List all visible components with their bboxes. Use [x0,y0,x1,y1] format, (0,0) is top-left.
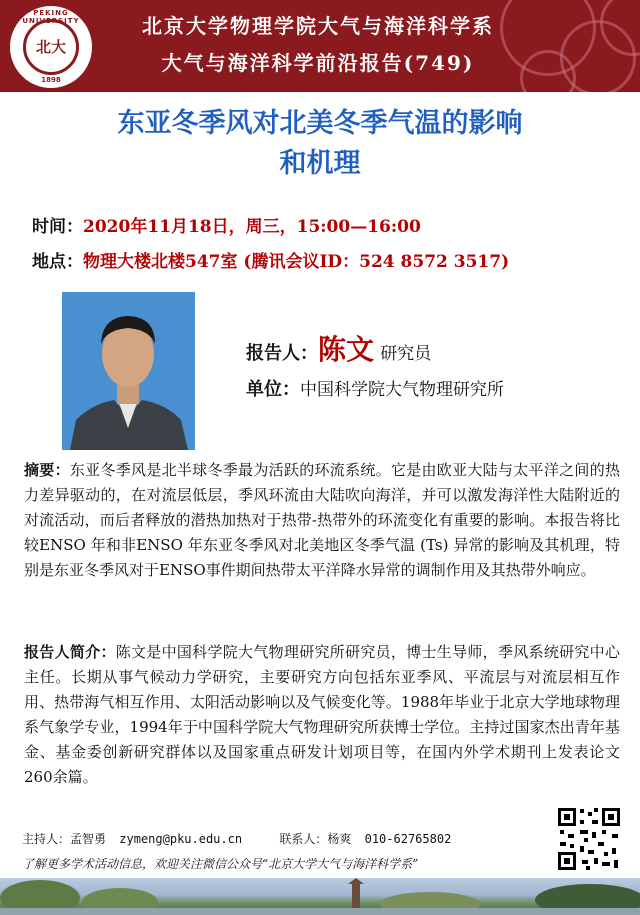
logo-text-bottom: 1898 [41,76,61,84]
university-logo [8,4,94,90]
campus-scenery [0,878,640,915]
host-name: 孟智勇 [70,832,107,846]
contact-phone: 010-62765802 [364,832,452,846]
unit-row [246,375,504,401]
logo-seal [23,19,79,75]
speaker-row [246,328,431,368]
abstract-section [24,458,620,583]
speaker-label: 报告人： [246,343,318,364]
speaker-photo [62,292,195,450]
time-value: 2020年11月18日，周三，15:00—16:00 [83,217,421,237]
speaker-name: 陈文 [318,333,375,366]
bio-section [24,640,620,790]
department-name: 北京大学物理学院大气与海洋科学系 [142,14,494,38]
bio-text: 陈文是中国科学院大气物理研究所研究员，博士生导师，季风系统研究中心主任。长期从事气候动力学研究，主要研究方向包括东亚季风、平流层与对流层相互作用、热带海气相互作用、太阳活动影响以及气候变化等。1988年毕业于北京大学地球物理系气象学专业，1994年于中国科学院大气物理研究所获博士学位。主持过国家杰出青年基金、基金委创新研究群体以及国家重点研发计划项目等，在国内外学术期刊上发表论文260余篇。 [24,643,620,786]
place-value: 物理大楼北楼547室 (腾讯会议ID：524 8572 3517) [83,252,510,272]
place-row [32,247,509,272]
header-banner [0,0,640,92]
seminar-series: 大气与海洋科学前沿报告(749) [161,51,475,75]
unit-label: 单位： [246,379,300,400]
abstract-text: 东亚冬季风是北半球冬季最为活跃的环流系统。它是由欧亚大陆与太平洋之间的热力差异驱动的，在对流层低层，季风环流由大陆吹向海洋，并可以激发海洋性大陆附近的对流活动，而后者释放的潜热加热对于热带-热带外的环流变化有重要的影响。本报告将比较ENSO 年和非ENSO 年东亚冬季风对北美地区冬季气温 (Ts) 异常的影响及其机理，特别是东亚冬季风对于ENSO事件期间热带太平洋降水异常的调制作用及其热带外响应。 [24,461,620,579]
qr-code [556,806,622,872]
talk-title-line1: 东亚冬季风对北美冬季气温的影响 [117,108,523,139]
host-email: zymeng@pku.edu.cn [119,832,243,846]
talk-title [20,104,620,184]
bio-label: 报告人简介： [24,643,116,661]
abstract-label: 摘要： [24,461,70,479]
contact-line [22,830,451,847]
time-row [32,212,421,237]
contact-label: 联系人： [279,832,328,846]
logo-text-top: PEKING UNIVERSITY [22,9,80,25]
time-label: 时间： [32,217,83,237]
host-label: 主持人： [22,832,71,846]
wechat-note: 了解更多学术活动信息，欢迎关注微信公众号“北京大学大气与海洋科学系” [22,857,419,871]
place-label: 地点： [32,252,83,272]
contact-name: 杨爽 [327,832,352,846]
talk-title-line2: 和机理 [279,148,361,179]
speaker-rank: 研究员 [380,344,432,364]
unit-value: 中国科学院大气物理研究所 [300,380,504,400]
logo-glyph: 北大 [35,38,66,56]
